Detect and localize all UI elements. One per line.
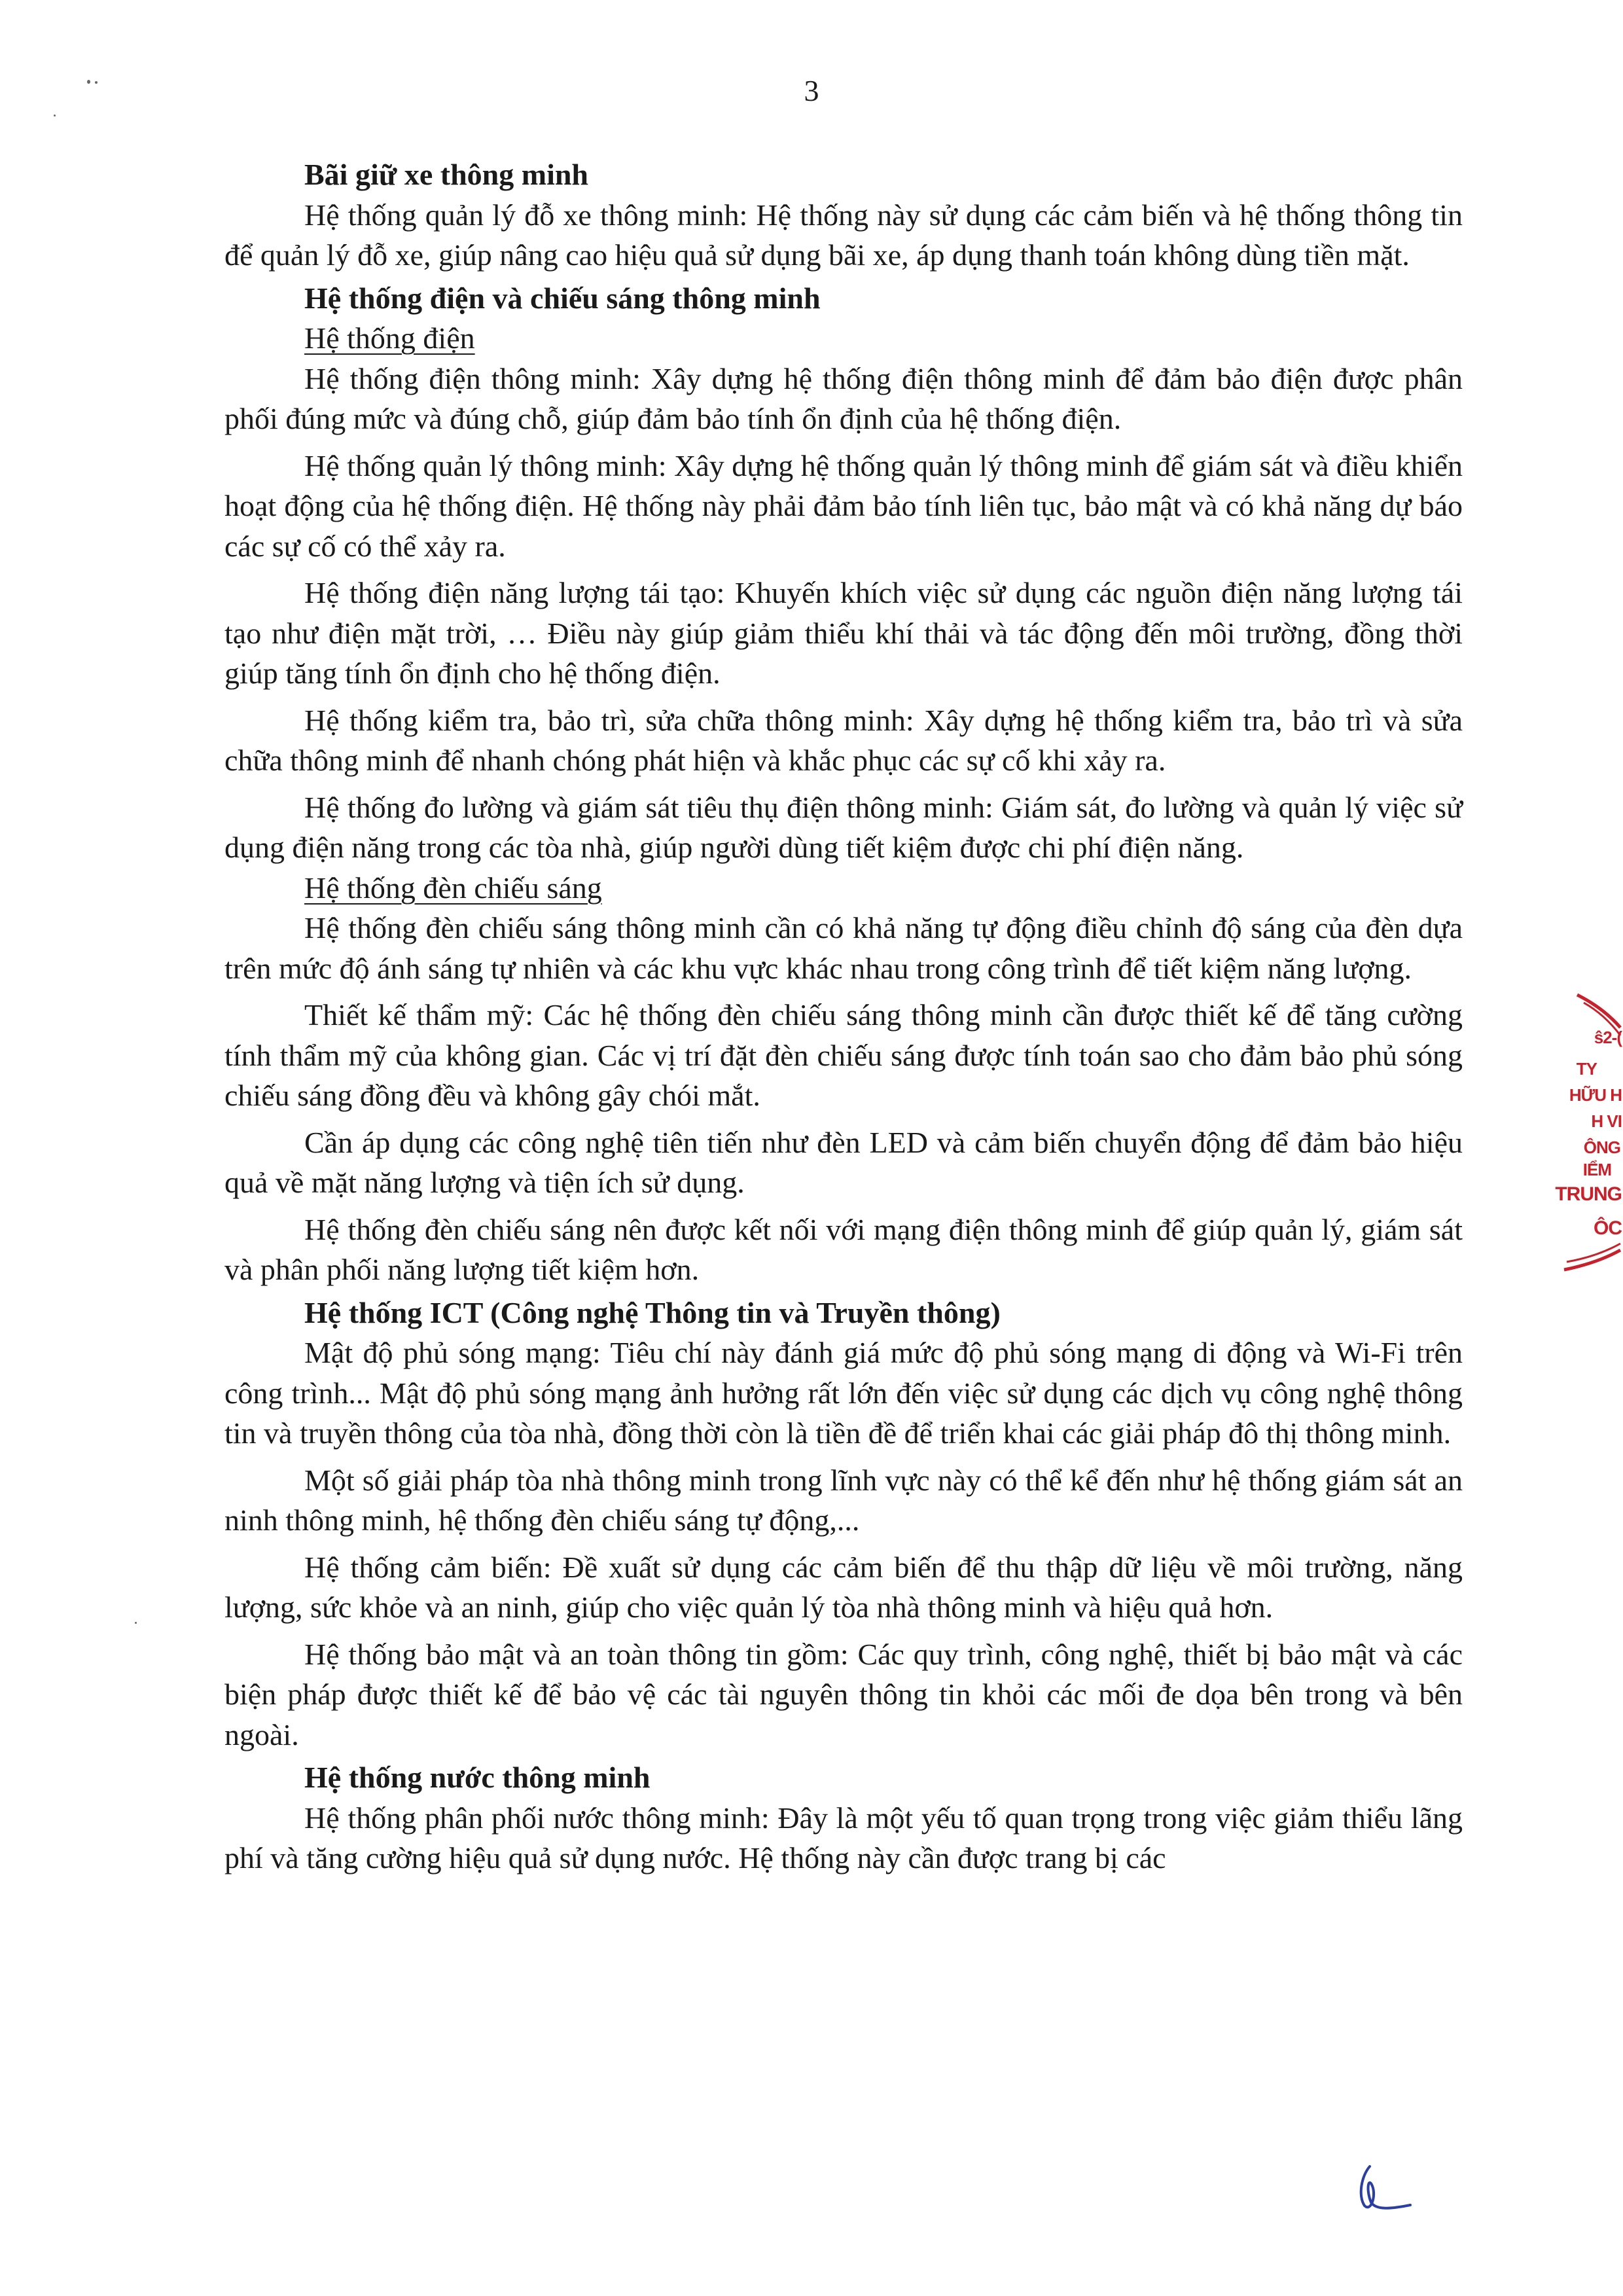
scan-speck [54,115,56,117]
paragraph: Thiết kế thẩm mỹ: Các hệ thống đèn chiếu sáng thông minh cần được thiết kế để tăng cường tính thẩm mỹ của không gian. Các vị trí đặt đèn chiếu sáng được tính toán sao cho đảm bảo phủ sóng chiếu sáng đồng đều và không gây chói mắt. [224,998,1463,1112]
stamp-text: ŝ2-( [1594,1028,1622,1047]
paragraph: Cần áp dụng các công nghệ tiên tiến như đèn LED và cảm biến chuyển động để đảm bảo hiệu quả về mặt năng lượng và tiện ích sử dụng. [224,1125,1463,1199]
paragraph: Hệ thống điện thông minh: Xây dựng hệ thống điện thông minh để đảm bảo điện được phân phối đúng mức và đúng chỗ, giúp đảm bảo tính ổn định của hệ thống điện. [224,361,1463,435]
red-stamp [1555,988,1623,1276]
paragraph: Hệ thống đo lường và giám sát tiêu thụ điện thông minh: Giám sát, đo lường và quản lý việc sử dụng điện năng trong các tòa nhà, giúp người dùng tiết kiệm được chi phí điện năng. [224,790,1463,864]
stamp-text: TY [1576,1059,1597,1079]
section-heading: Hệ thống nước thông minh [304,1761,651,1794]
paragraph: Hệ thống kiểm tra, bảo trì, sửa chữa thông minh: Xây dựng hệ thống kiểm tra, bảo trì và sửa chữa thông minh để nhanh chóng phát hiện và khắc phục các sự cố khi xảy ra. [224,703,1463,777]
subsection-heading: Hệ thống điện [304,321,475,355]
paragraph: Hệ thống bảo mật và an toàn thông tin gồm: Các quy trình, công nghệ, thiết bị bảo mật và các biện pháp được thiết kế để bảo vệ các tài nguyên thông tin khỏi các mối đe dọa bên trong và bên ngoài. [224,1637,1463,1751]
paragraph: Hệ thống phân phối nước thông minh: Đây là một yếu tố quan trọng trong việc giảm thiểu lãng phí và tăng cường hiệu quả sử dụng nước. Hệ thống này cần được trang bị các [224,1801,1463,1874]
page-number: 3 [804,74,819,107]
paragraph: Hệ thống quản lý đỗ xe thông minh: Hệ thống này sử dụng các cảm biến và hệ thống thông tin để quản lý đỗ xe, giúp nâng cao hiệu quả sử dụng bãi xe, áp dụng thanh toán không dùng tiền mặt. [224,198,1463,272]
stamp-text: H VI [1591,1111,1622,1131]
stamp-text: IỂM [1582,1160,1611,1179]
stamp-text: TRUNG [1555,1183,1622,1205]
paragraph: Mật độ phủ sóng mạng: Tiêu chí này đánh giá mức độ phủ sóng mạng di động và Wi-Fi trên công trình... Mật độ phủ sóng mạng ảnh hưởng rất lớn đến việc sử dụng các dịch vụ công nghệ thông tin và truyền thông của tòa nhà, đồng thời còn là tiền đề để triển khai các giải pháp đô thị thông minh. [224,1336,1463,1450]
subsection-heading: Hệ thống đèn chiếu sáng [304,870,602,905]
stamp-text: HỮU H [1569,1085,1622,1105]
section-heading: Hệ thống ICT (Công nghệ Thông tin và Truyền thông) [304,1295,1001,1329]
document-body [224,152,1463,1878]
stamp-text: ÔNG [1583,1138,1620,1157]
initials-signature [1345,2157,1417,2215]
paragraph: Hệ thống điện năng lượng tái tạo: Khuyến khích việc sử dụng các nguồn điện năng lượng tái tạo như điện mặt trời, … Điều này giúp giảm thiểu khí thải và tác động đến môi trường, đồng thời giúp tăng tính ổn định cho hệ thống điện. [224,576,1463,690]
section-heading: Bãi giữ xe thông minh [304,158,589,191]
paragraph: Hệ thống cảm biến: Đề xuất sử dụng các cảm biến để thu thập dữ liệu về môi trường, năng lượng, sức khỏe và an ninh, giúp cho việc quản lý tòa nhà thông minh và hiệu quả hơn. [224,1550,1463,1624]
paragraph: Một số giải pháp tòa nhà thông minh trong lĩnh vực này có thể kể đến như hệ thống giám sát an ninh thông minh, hệ thống đèn chiếu sáng tự động,... [224,1463,1463,1537]
paragraph: Hệ thống đèn chiếu sáng nên được kết nối với mạng điện thông minh để giúp quản lý, giám sát và phân phối năng lượng tiết kiệm hơn. [224,1212,1463,1286]
scan-speck [135,1622,137,1624]
paragraph: Hệ thống đèn chiếu sáng thông minh cần có khả năng tự động điều chỉnh độ sáng của đèn dựa trên mức độ ánh sáng tự nhiên và các khu vực khác nhau trong công trình để tiết kiệm năng lượng. [224,911,1463,985]
paragraph: Hệ thống quản lý thông minh: Xây dựng hệ thống quản lý thông minh để giám sát và điều khiển hoạt động của hệ thống điện. Hệ thống này phải đảm bảo tính liên tục, bảo mật và có khả năng dự báo các sự cố có thể xảy ra. [224,448,1463,563]
section-heading: Hệ thống điện và chiếu sáng thông minh [304,281,821,315]
stamp-text: ÔC [1594,1217,1622,1239]
